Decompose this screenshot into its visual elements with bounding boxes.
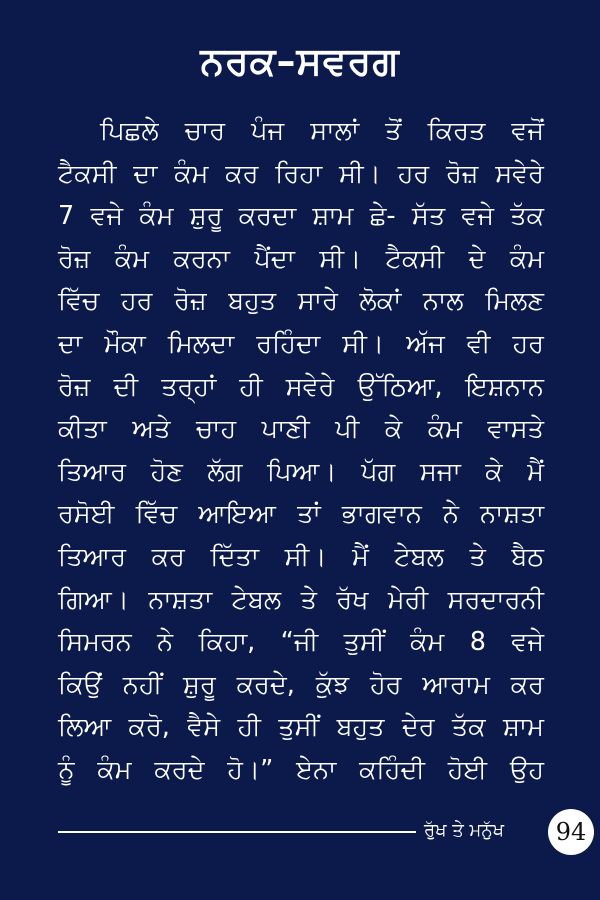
text-line: ਰੋਜ਼ ਦੀ ਤਰ੍ਹਾਂ ਹੀ ਸਵੇਰੇ ਉੱਠਿਆ, ਇਸ਼ਨਾਨ xyxy=(58,371,544,402)
footer-divider xyxy=(58,831,416,833)
text-line: ਟੈਕਸੀ ਦਾ ਕੰਮ ਕਰ ਰਿਹਾ ਸੀ। ਹਰ ਰੋਜ਼ ਸਵੇਰੇ xyxy=(58,158,544,189)
text-line: ਸਿਮਰਨ ਨੇ ਕਿਹਾ, “ਜੀ ਤੁਸੀਂ ਕੰਮ 8 ਵਜੇ xyxy=(58,627,544,658)
text-line: ਦਾ ਮੌਕਾ ਮਿਲਦਾ ਰਹਿੰਦਾ ਸੀ। ਅੱਜ ਵੀ ਹਰ xyxy=(58,328,544,359)
page-number-badge: 94 xyxy=(548,809,594,855)
text-line: ਲਿਆ ਕਰੋ, ਵੈਸੇ ਹੀ ਤੁਸੀਂ ਬਹੁਤ ਦੇਰ ਤੱਕ ਸ਼ਾਮ xyxy=(58,712,544,743)
text-line: ਤਿਆਰ ਕਰ ਦਿੱਤਾ ਸੀ। ਮੈਂ ਟੇਬਲ ਤੇ ਬੈਠ xyxy=(58,541,544,572)
chapter-title: ਨਰਕ–ਸਵਰਗ xyxy=(200,39,400,83)
text-line: ਕਿਉਂ ਨਹੀਂ ਸ਼ੁਰੂ ਕਰਦੇ, ਕੁੱਝ ਹੋਰ ਆਰਾਮ ਕਰ xyxy=(58,669,544,700)
text-line: ਨੂੰ ਕੰਮ ਕਰਦੇ ਹੋ।” ਏਨਾ ਕਹਿੰਦੀ ਹੋਈ ਉਹ xyxy=(58,754,544,785)
running-footer-book-title: ਰੁੱਖ ਤੇ ਮਨੁੱਖ xyxy=(424,820,505,841)
page-footer xyxy=(0,808,600,858)
text-line: 7 ਵਜੇ ਕੰਮ ਸ਼ੁਰੂ ਕਰਦਾ ਸ਼ਾਮ ਛੇ- ਸੱਤ ਵਜੇ ਤੱਕ xyxy=(58,201,544,232)
text-line: ਕੀਤਾ ਅਤੇ ਚਾਹ ਪਾਣੀ ਪੀ ਕੇ ਕੰਮ ਵਾਸਤੇ xyxy=(58,414,544,445)
text-line: ਰਸੋਈ ਵਿੱਚ ਆਇਆ ਤਾਂ ਭਾਗਵਾਨ ਨੇ ਨਾਸ਼ਤਾ xyxy=(58,499,544,530)
body-paragraph xyxy=(58,110,544,792)
text-line: ਰੋਜ਼ ਕੰਮ ਕਰਨਾ ਪੈਂਦਾ ਸੀ। ਟੈਕਸੀ ਦੇ ਕੰਮ xyxy=(58,243,544,274)
text-line: ਪਿਛਲੇ ਚਾਰ ਪੰਜ ਸਾਲਾਂ ਤੋਂ ਕਿਰਤ ਵਜੋਂ xyxy=(100,116,544,146)
text-line: ਗਿਆ। ਨਾਸ਼ਤਾ ਟੇਬਲ ਤੇ ਰੱਖ ਮੇਰੀ ਸਰਦਾਰਨੀ xyxy=(58,584,544,615)
text-line: ਤਿਆਰ ਹੋਣ ਲੱਗ ਪਿਆ। ਪੱਗ ਸਜਾ ਕੇ ਮੈਂ xyxy=(58,456,544,487)
text-line: ਵਿੱਚ ਹਰ ਰੋਜ਼ ਬਹੁਤ ਸਾਰੇ ਲੋਕਾਂ ਨਾਲ ਮਿਲਣ xyxy=(58,286,544,317)
